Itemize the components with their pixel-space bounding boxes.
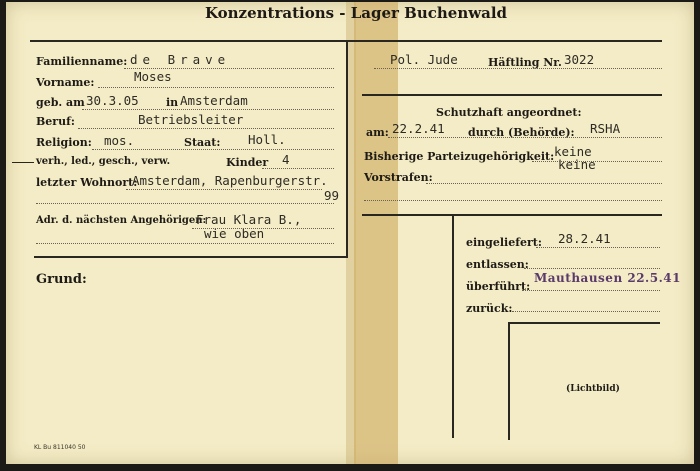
beruf-label: Beruf: [36,115,75,128]
schutzhaft-label: Schutzhaft angeordnet: [436,106,582,119]
right-header-rule [362,94,662,96]
eingeliefert-line [536,247,660,248]
wohnort-number: 99 [324,188,340,203]
kinder-label: Kinder [226,156,269,169]
haeftling-line [374,68,662,69]
photo-frame-left [508,322,510,440]
wohnort-label: letzter Wohnort: [36,176,138,189]
am-label: am: [366,126,389,139]
category-value: Pol. Jude [390,52,458,67]
eingeliefert-label: eingeliefert: [466,236,542,249]
photo-frame-top [508,322,660,324]
staat-label: Staat: [184,136,221,149]
wohnort-line-2 [36,203,334,204]
am-value: 22.2.41 [392,121,445,136]
religion-line [92,149,334,150]
kinder-value: 4 [282,152,290,167]
vorname-value: Moses [134,69,172,84]
entlassen-line [524,268,660,269]
ueberfuehrt-line [522,290,660,291]
left-bottom-rule [34,256,346,258]
am-line [388,137,662,138]
stand-underline [12,162,34,163]
durch-value: RSHA [590,121,621,136]
angehoerige-value-1: Frau Klara B., [196,212,302,227]
ueberfuehrt-label: überführt: [466,280,531,293]
partei-label: Bisherige Parteizugehörigkeit: [364,150,555,163]
wohnort-value: Amsterdam, Rapenburgerstr. [132,173,328,188]
footer-code: KL Bu 811040 50 [34,444,86,451]
angehoerige-label: Adr. d. nächsten Angehörigen: [36,215,207,226]
angehoerige-line [192,228,334,229]
stand-label: verh., led., gesch., verw. [36,156,171,167]
wohnort-line [126,189,322,190]
right-mid-rule [362,214,662,216]
haeftling-value: 3022 [564,52,595,67]
photo-label: (Lichtbild) [566,384,620,394]
angehoerige-line-2 [36,243,334,244]
card-title: Konzentrations - Lager Buchenwald [204,4,508,22]
religion-value: mos. [104,133,135,148]
transfer-divider [452,216,454,438]
kinder-line [262,168,334,169]
registration-card [6,2,694,464]
entlassen-label: entlassen: [466,258,529,271]
haeftling-label: Häftling Nr. [488,56,562,69]
familienname-label: Familienname: [36,55,128,68]
zurueck-line [512,311,660,312]
tape-strip [354,2,398,464]
familienname-value: de Brave [130,52,231,67]
beruf-value: Betriebsleiter [138,112,244,127]
beruf-line [78,128,334,129]
geb-in-label: in [166,96,179,109]
vorname-line [98,87,334,88]
vorname-label: Vorname: [36,76,95,89]
geb-place: Amsterdam [180,93,248,108]
ueberfuehrt-stamp: Mauthausen 22.5.41 [534,271,681,285]
geb-date: 30.3.05 [86,93,139,108]
religion-label: Religion: [36,136,92,149]
partei-line [532,161,662,162]
vorstrafen-line [426,183,662,184]
vorstrafen-line-2 [364,200,662,201]
vorstrafen-label: Vorstrafen: [364,171,433,184]
zurueck-label: zurück: [466,302,513,315]
eingeliefert-value: 28.2.41 [558,231,611,246]
partei-value-1: keine [554,144,592,159]
angehoerige-value-2: wie oben [204,226,265,241]
geb-line [82,109,334,110]
left-column-divider [346,40,348,258]
geb-label: geb. am [36,96,85,109]
partei-value-2: keine [558,157,596,172]
grund-label: Grund: [36,272,87,287]
durch-label: durch (Behörde): [468,126,575,139]
staat-value: Holl. [248,132,286,147]
